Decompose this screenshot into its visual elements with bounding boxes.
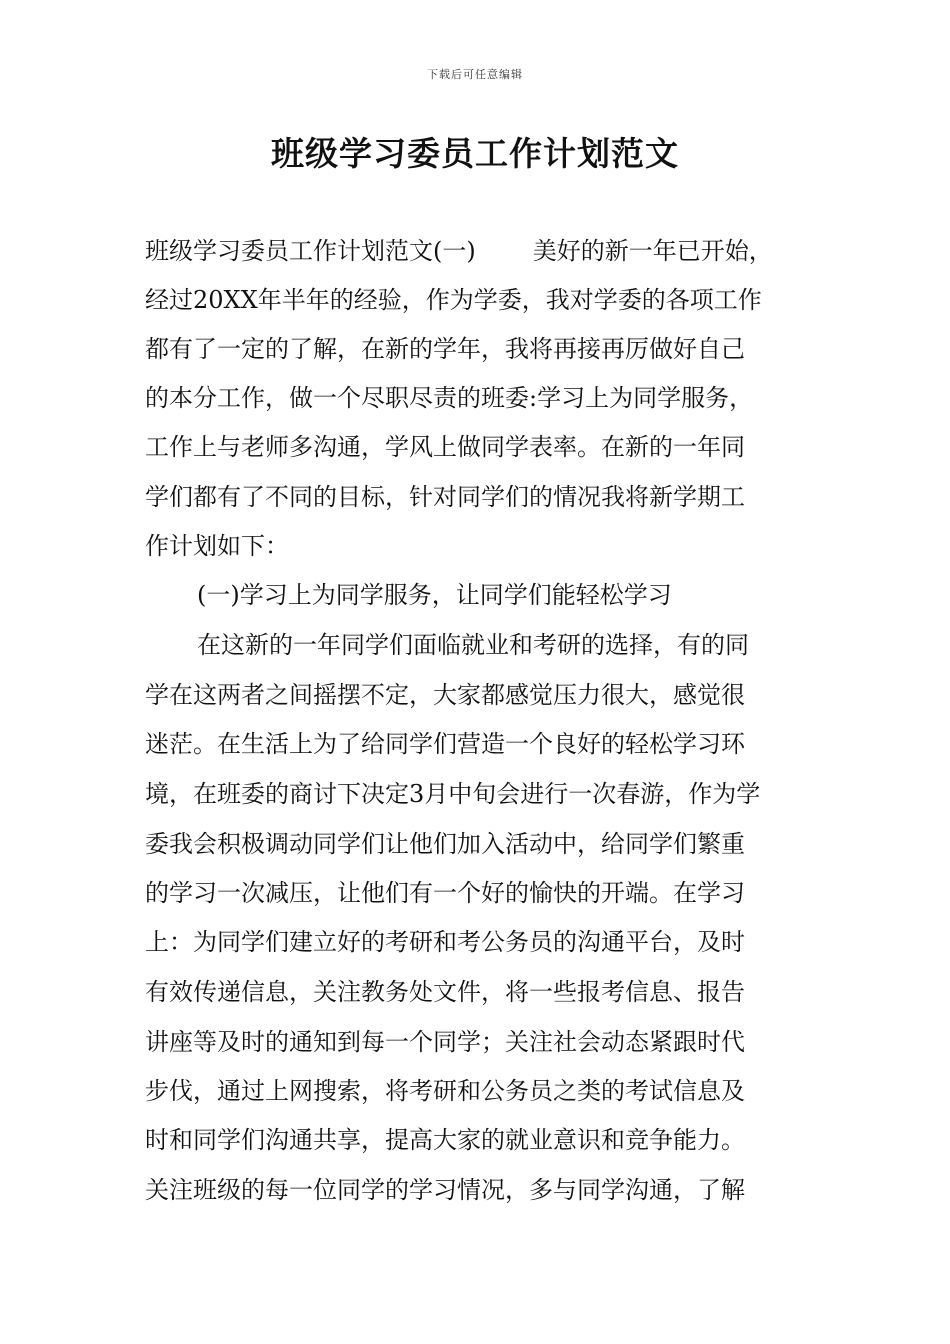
subsection-heading: (一)学习上为同学服务，让同学们能轻松学习	[197, 581, 672, 609]
text-line-2: 经过20XX年半年的经验，作为学委，我对学委的各项工作	[145, 286, 762, 314]
header-note: 下载后可任意编辑	[427, 68, 523, 81]
text-line-16: 有效传递信息，关注教务处文件，将一些报考信息、报告	[145, 978, 745, 1006]
text-line-3: 都有了一定的了解，在新的学年，我将再接再厉做好自己	[145, 335, 745, 363]
text-line-13: 委我会积极调动同学们让他们加入活动中，给同学们繁重	[145, 830, 745, 858]
text-line-10: 学在这两者之间摇摆不定，大家都感觉压力很大，感觉很	[145, 681, 745, 709]
document-title: 班级学习委员工作计划范文	[271, 134, 679, 173]
text-line-20: 关注班级的每一位同学的学习情况，多与同学沟通，了解	[145, 1176, 745, 1204]
text-line-5: 工作上与老师多沟通，学风上做同学表率。在新的一年同	[145, 433, 745, 461]
text-line-17: 讲座等及时的通知到每一个同学；关注社会动态紧跟时代	[145, 1028, 745, 1056]
text-line-6: 学们都有了不同的目标，针对同学们的情况我将新学期工	[145, 483, 745, 511]
text-line-12: 境，在班委的商讨下决定3月中旬会进行一次春游，作为学	[145, 780, 761, 808]
text-line-14: 的学习一次减压，让他们有一个好的愉快的开端。在学习	[145, 879, 745, 907]
text-line-18: 步伐，通过上网搜索，将考研和公务员之类的考试信息及	[145, 1077, 745, 1105]
text-line-1	[145, 236, 773, 266]
text-line-9: 在这新的一年同学们面临就业和考研的选择，有的同	[197, 631, 749, 659]
section-heading: 班级学习委员工作计划范文(一)	[145, 237, 476, 265]
text-line-11: 迷茫。在生活上为了给同学们营造一个良好的轻松学习环	[145, 730, 745, 758]
text-line-1-continuation: 美好的新一年已开始，	[532, 237, 773, 265]
text-line-4: 的本分工作，做一个尽职尽责的班委:学习上为同学服务，	[145, 384, 754, 412]
text-line-19: 时和同学们沟通共享，提高大家的就业意识和竞争能力。	[145, 1126, 745, 1154]
text-line-7: 作计划如下：	[145, 532, 289, 560]
text-line-15: 上：为同学们建立好的考研和考公务员的沟通平台，及时	[145, 928, 745, 956]
